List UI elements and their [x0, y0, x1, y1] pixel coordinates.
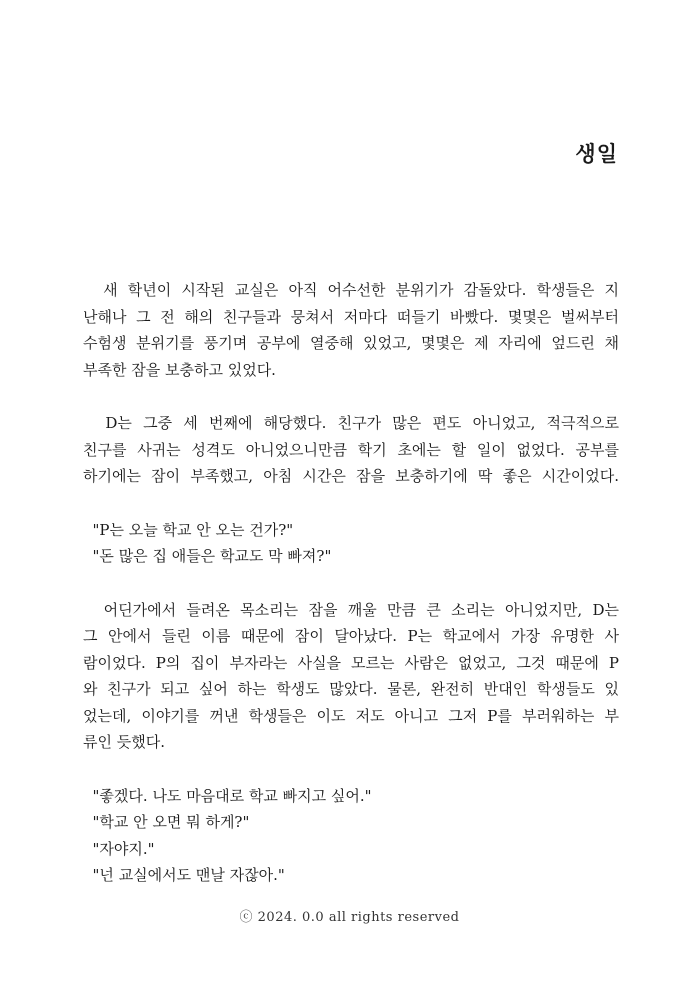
dialogue-line: "학교 안 오면 뭐 하게?" [83, 813, 250, 831]
text-line: 었는데, 이야기를 꺼낸 학생들은 이도 저도 아니고 그저 P를 부러워하는 부 [83, 706, 619, 725]
text-line: 하기에는 잠이 부족했고, 아침 시간은 잠을 보충하기에 딱 좋은 시간이었다. [83, 467, 619, 485]
text-line: 새 학년이 시작된 교실은 아직 어수선한 분위기가 감돌았다. 학생들은 지 [83, 281, 619, 299]
text-line: 그 안에서 들린 이름 때문에 잠이 달아났다. P는 학교에서 가장 유명한 사 [83, 627, 619, 645]
text-line: 친구를 사귀는 성격도 아니었으니만큼 학기 초에는 할 일이 없었다. 공부를 [83, 440, 619, 459]
paragraph-2 [83, 410, 619, 490]
dialogue-1 [83, 517, 619, 570]
dialogue-line: "좋겠다. 나도 마음대로 학교 빠지고 싶어." [83, 786, 372, 805]
text-line: 와 친구가 되고 싶어 하는 학생도 많았다. 물론, 완전히 반대인 학생들도 있 [83, 680, 619, 698]
text-line: D는 그중 세 번째에 해당했다. 친구가 많은 편도 아니었고, 적극적으로 [83, 414, 619, 432]
text-line: 난해나 그 전 해의 친구들과 뭉쳐서 저마다 떠들기 바빴다. 몇몇은 벌써부터 [83, 307, 619, 326]
dialogue-line: "넌 교실에서도 맨날 자잖아." [83, 866, 285, 884]
dialogue-2 [83, 783, 619, 889]
copyright-footer: ⓒ 2024. 0.0 all rights reserved [239, 910, 460, 925]
text-line: 어딘가에서 들려온 목소리는 잠을 깨울 만큼 큰 소리는 아니었지만, D는 [83, 600, 619, 619]
body-text [83, 277, 619, 916]
paragraph-1 [83, 277, 619, 383]
chapter-title: 생일 [575, 142, 618, 166]
text-line: 부족한 잠을 보충하고 있었다. [83, 360, 276, 379]
dialogue-line: "P는 오늘 학교 안 오는 건가?" [83, 520, 294, 539]
dialogue-line: "자야지." [83, 839, 155, 858]
dialogue-line: "돈 많은 집 애들은 학교도 막 빠져?" [83, 547, 332, 565]
text-line: 류인 듯했다. [83, 733, 165, 751]
text-line: 람이었다. P의 집이 부자라는 사실을 모르는 사람은 없었고, 그것 때문에 P [83, 653, 619, 672]
text-line: 수험생 분위기를 풍기며 공부에 열중해 있었고, 몇몇은 제 자리에 엎드린 채 [83, 334, 619, 352]
paragraph-3 [83, 597, 619, 756]
